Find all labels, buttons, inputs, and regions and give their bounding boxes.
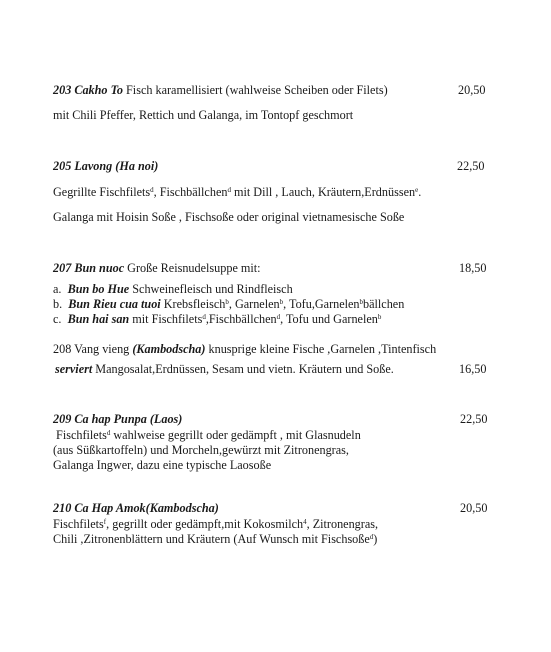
item-207-option-a: a. Bun bo Hue Schweinefleisch und Rindfleisch <box>53 282 293 296</box>
item-203-desc-1: Fisch karamellisiert (wahlweise Scheiben oder Filets) <box>122 83 388 97</box>
item-209-desc-2: (aus Süßkartoffeln) und Morcheln,gewürzt mit Zitronengras, <box>53 443 349 457</box>
item-207-title-line <box>53 261 261 276</box>
item-207-option-b: b. Bun Rieu cua tuoi Krebsfleisch$^b$, Garnelen$^b$, Tofu,Garnelen$^b$bällchen <box>53 297 405 311</box>
item-207-name: 207 Bun nuoc <box>53 261 125 275</box>
item-208-price: 16,50 <box>459 362 487 376</box>
item-203-title-line <box>53 83 388 98</box>
item-209-desc-1: Fischfilets$^d$ wahlweise gegrillt oder gedämpft , mit Glasnudeln <box>53 428 361 442</box>
item-210-desc-1: Fischfilets$^f$, gegrillt oder gedämpft,mit Kokosmilch$^4$, Zitronengras, <box>53 517 379 531</box>
item-209-name: 209 Ca hap Punpa (Laos) <box>53 412 183 426</box>
item-209-desc-3: Galanga Ingwer, dazu eine typische Laosoße <box>53 458 272 472</box>
item-207-price: 18,50 <box>459 261 487 275</box>
item-209-price: 22,50 <box>460 412 488 426</box>
item-205-desc-2: Galanga mit Hoisin Soße , Fischsoße oder original vietnamesische Soße <box>53 210 405 224</box>
item-210-desc-2: Chili ,Zitronenblättern und Kräutern (Auf Wunsch mit Fischsoße$^d$) <box>53 532 378 546</box>
item-208-name: 208 Vang vieng <box>53 342 133 356</box>
item-205-name: 205 Lavong (Ha noi) <box>53 159 159 173</box>
item-208-desc: serviert Mangosalat,Erdnüssen, Sesam und vietn. Kräutern und Soße. <box>55 362 394 376</box>
item-207-desc: Große Reisnudelsuppe mit: <box>124 261 261 275</box>
item-205-desc-1: Gegrillte Fischfilets$^d$, Fischbällchen$^d$ mit Dill , Lauch, Kräutern,Erdnüssen$^e$. <box>53 185 422 199</box>
item-203-desc-2: mit Chili Pfeffer, Rettich und Galanga, im Tontopf geschmort <box>53 108 354 122</box>
item-210-name: 210 Ca Hap Amok(Kambodscha) <box>53 501 219 515</box>
item-203-name: 203 Cakho To <box>53 83 123 97</box>
item-208-title-line: 208 Vang vieng (Kambodscha) knusprige kleine Fische ,Garnelen ,Tintenfisch <box>53 342 437 356</box>
item-205-price: 22,50 <box>457 159 485 173</box>
item-203-price: 20,50 <box>458 83 486 97</box>
item-207-option-c: c. Bun hai san mit Fischfilets$^d$,Fischbällchen$^d$, Tofu und Garnelen$^b$ <box>53 312 382 326</box>
item-210-price: 20,50 <box>460 501 488 515</box>
